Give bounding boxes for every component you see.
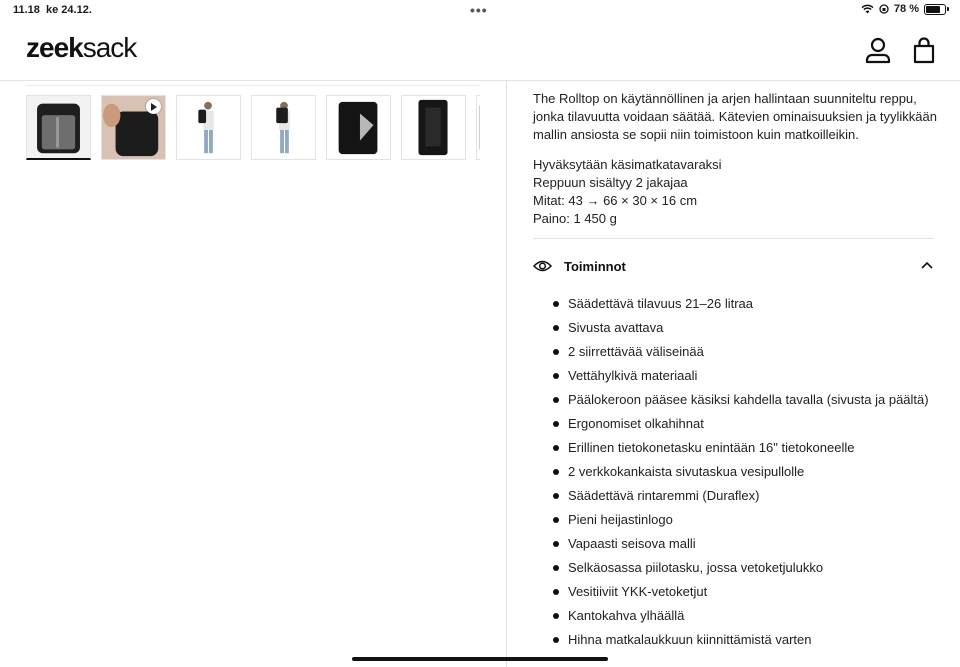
orientation-lock-icon — [879, 4, 889, 14]
bullet-icon — [553, 613, 559, 619]
battery-percent: 78 % — [893, 3, 919, 15]
feature-item — [553, 607, 929, 631]
home-indicator[interactable] — [352, 657, 608, 661]
bullet-icon — [553, 421, 559, 427]
feature-item — [553, 487, 929, 511]
feature-item — [553, 391, 929, 415]
features-list — [553, 295, 929, 655]
thumbnail-backpack-side-open[interactable] — [326, 95, 391, 160]
feature-text: Kantokahva ylhäällä — [568, 608, 685, 623]
feature-text: Pieni heijastinlogo — [568, 512, 673, 527]
feature-text: Säädettävä tilavuus 21–26 litraa — [568, 296, 754, 311]
bullet-icon — [553, 517, 559, 523]
thumbnail-backpack-video[interactable] — [101, 95, 166, 160]
spec-carry-on: Hyväksytään käsimatkatavaraksi — [533, 157, 722, 172]
thumbnail-backpack-open-interior[interactable] — [26, 95, 91, 160]
status-time: 11.18 — [13, 4, 40, 16]
product-gallery — [0, 81, 507, 667]
feature-text: 2 siirrettävää väliseinää — [568, 344, 704, 359]
section-divider — [533, 238, 934, 239]
logo-part-sack: sack — [82, 32, 137, 63]
bullet-icon — [553, 325, 559, 331]
feature-item — [553, 631, 929, 655]
thumbnail-backpack-back[interactable] — [401, 95, 466, 160]
feature-text: Säädettävä rintaremmi (Duraflex) — [568, 488, 760, 503]
feature-text: 2 verkkokankaista sivutaskua vesipullolle — [568, 464, 805, 479]
bullet-icon — [553, 349, 559, 355]
feature-text: Ergonomiset olkahihnat — [568, 416, 704, 431]
spec-dividers: Reppuun sisältyy 2 jakajaa — [533, 175, 688, 190]
site-header — [0, 20, 960, 81]
feature-text: Vettähylkivä materiaali — [568, 368, 698, 383]
feature-item — [553, 415, 929, 439]
status-indicators — [861, 3, 946, 15]
battery-icon — [924, 4, 946, 15]
chevron-up-icon[interactable] — [921, 261, 933, 269]
eye-icon — [533, 259, 552, 273]
thumbnail-model-front[interactable] — [176, 95, 241, 160]
feature-text: Erillinen tietokonetasku enintään 16" tietokoneelle — [568, 440, 855, 455]
bullet-icon — [553, 301, 559, 307]
feature-text: Vesitiiviit YKK-vetoketjut — [568, 584, 708, 599]
thumbnail-model-back[interactable] — [251, 95, 316, 160]
features-accordion-header[interactable] — [533, 251, 934, 283]
status-bar — [0, 0, 960, 20]
feature-item — [553, 583, 929, 607]
logo-part-zeek: zeek — [26, 32, 83, 63]
bullet-icon — [553, 589, 559, 595]
feature-item — [553, 535, 929, 559]
feature-item — [553, 295, 929, 319]
feature-text: Selkäosassa piilotasku, jossa vetoketjulukko — [568, 560, 824, 575]
shopping-bag-icon[interactable] — [910, 36, 938, 64]
status-date: ke 24.12. — [46, 4, 92, 16]
product-description: The Rolltop on käytännöllinen ja arjen hallintaan suunniteltu reppu, jonka tilavuutta voidaan säätää. Kätevien ominaisuuksien ja tyylikkään mallin ansiosta se sopii niin toimistoon kuin matkoilleikin. — [533, 91, 937, 142]
feature-item — [553, 439, 929, 463]
bullet-icon — [553, 397, 559, 403]
play-icon[interactable] — [146, 99, 161, 114]
feature-item — [553, 559, 929, 583]
feature-item — [553, 343, 929, 367]
bullet-icon — [553, 541, 559, 547]
account-icon[interactable] — [864, 36, 892, 64]
thumbnail-backpack-partial[interactable] — [476, 95, 480, 160]
features-accordion-title: Toiminnot — [564, 259, 626, 274]
bullet-icon — [553, 469, 559, 475]
wifi-icon — [861, 4, 874, 14]
battery-level-fill — [926, 6, 940, 13]
zeeksack-logo[interactable] — [26, 32, 136, 64]
feature-item — [553, 463, 929, 487]
feature-text: Hihna matkalaukkuun kiinnittämistä varten — [568, 632, 812, 647]
bullet-icon — [553, 565, 559, 571]
product-specs — [533, 156, 938, 228]
bullet-icon — [553, 493, 559, 499]
feature-item — [553, 319, 929, 343]
bullet-icon — [553, 637, 559, 643]
spec-dimensions: Mitat: 43 → 66 × 30 × 16 cm — [533, 193, 698, 208]
gallery-main-image-edge — [26, 85, 480, 86]
bullet-icon — [553, 445, 559, 451]
product-details — [508, 81, 960, 667]
multitasking-dots-icon[interactable]: ••• — [470, 2, 488, 18]
feature-text: Vapaasti seisova malli — [568, 536, 696, 551]
feature-item — [553, 511, 929, 535]
feature-item — [553, 367, 929, 391]
bullet-icon — [553, 373, 559, 379]
spec-weight: Paino: 1 450 g — [533, 211, 617, 226]
thumbnail-strip[interactable] — [26, 95, 480, 161]
feature-text: Sivusta avattava — [568, 320, 664, 335]
feature-text: Päälokeroon pääsee käsiksi kahdella tavalla (sivusta ja päältä) — [568, 392, 929, 407]
